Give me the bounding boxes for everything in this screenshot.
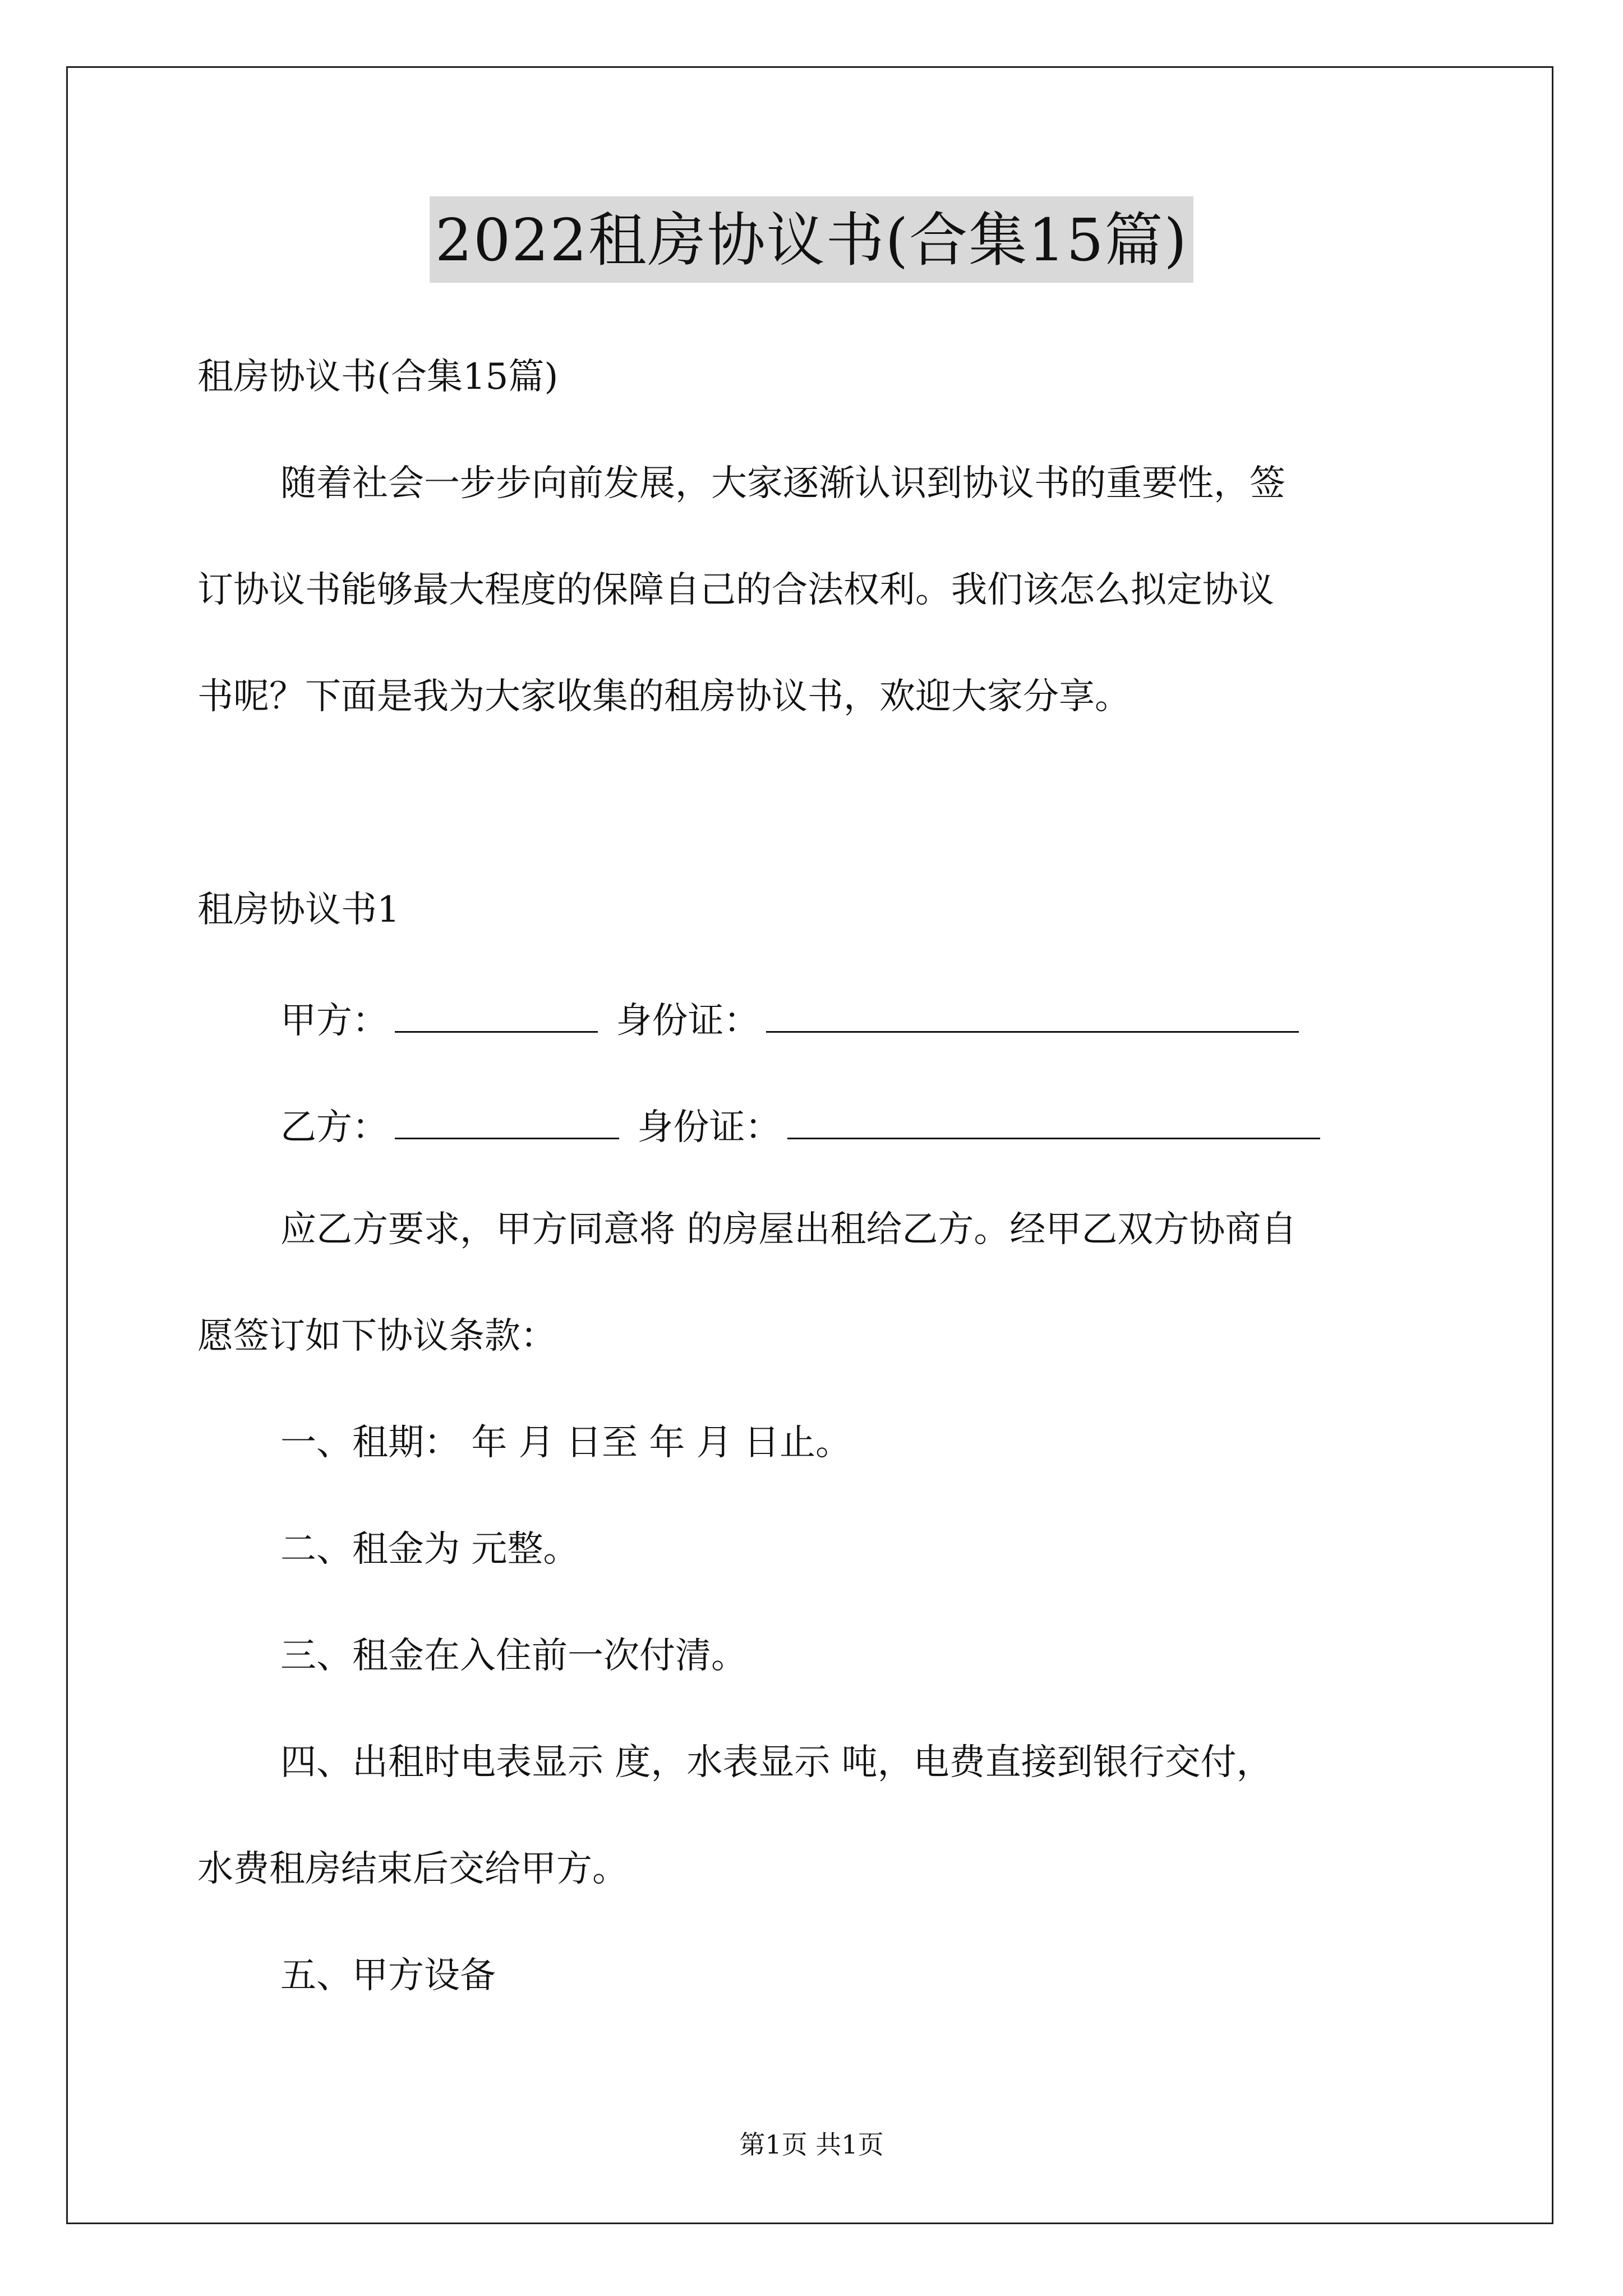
party-b-row [280, 1105, 1327, 1148]
intro-line-3: 书呢？下面是我为大家收集的租房协议书，欢迎大家分享。 [197, 676, 1131, 717]
clause-1-term: 一、租期： 年 月 日至 年 月 日止。 [280, 1422, 852, 1464]
clause-2-rent: 二、租金为 元整。 [280, 1529, 579, 1570]
party-b-id-blank [787, 1105, 1320, 1139]
intro-line-2: 订协议书能够最大程度的保障自己的合法权利。我们该怎么拟定协议 [197, 569, 1274, 611]
section-heading: 租房协议书1 [197, 889, 400, 931]
party-b-label: 乙方： [280, 1107, 388, 1148]
party-a-id-blank [766, 999, 1299, 1033]
party-b-name-blank [395, 1105, 619, 1139]
clause-5-equipment: 五、甲方设备 [280, 1955, 496, 1996]
clause-3-payment: 三、租金在入住前一次付清。 [280, 1635, 747, 1677]
intro-line-1: 随着社会一步步向前发展，大家逐渐认识到协议书的重要性，签 [280, 463, 1285, 504]
title-container [0, 196, 1623, 283]
party-b-id-label: 身份证： [637, 1107, 781, 1148]
clause-intro-line-1: 应乙方要求，甲方同意将 的房屋出租给乙方。经甲乙双方协商自 [280, 1209, 1297, 1250]
party-a-label: 甲方： [280, 1000, 388, 1042]
clause-4-meters-line-1: 四、出租时电表显示 度，水表显示 吨，电费直接到银行交付， [280, 1742, 1272, 1783]
page-footer: 第1页 共1页 [739, 2129, 884, 2160]
clause-4-meters-line-2: 水费租房结束后交给甲方。 [197, 1848, 628, 1890]
party-a-name-blank [395, 999, 598, 1033]
document-subtitle: 租房协议书(合集15篇) [197, 356, 559, 398]
clause-intro-line-2: 愿签订如下协议条款： [197, 1315, 556, 1357]
party-a-id-label: 身份证： [616, 1000, 760, 1042]
document-title: 2022租房协议书(合集15篇) [430, 196, 1193, 283]
party-a-row [280, 999, 1306, 1042]
